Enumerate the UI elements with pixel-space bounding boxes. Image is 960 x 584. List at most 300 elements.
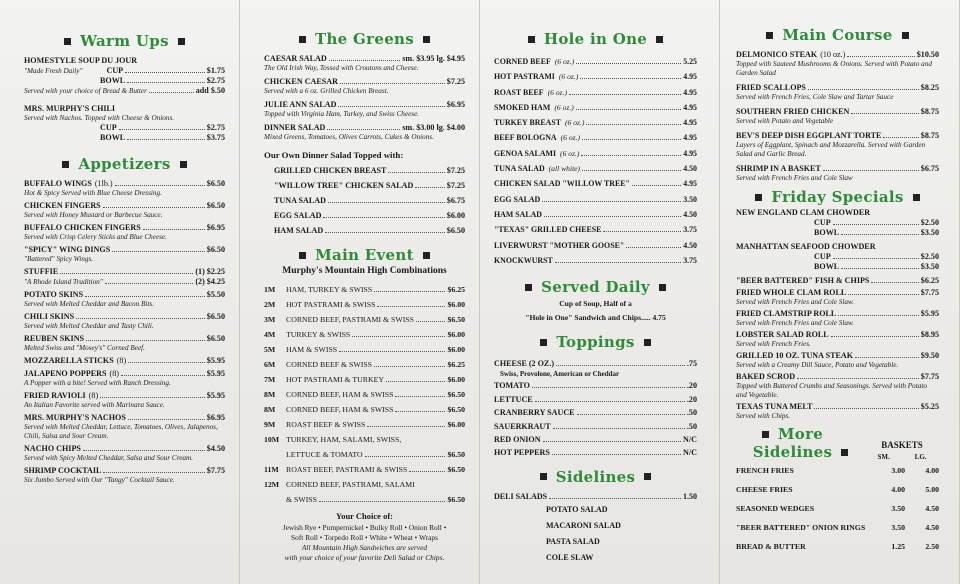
combo-item [264,387,465,402]
item-note: (1lb.) [94,179,113,188]
item-name: TOMATO [494,381,530,391]
item-name: RED ONION [494,434,541,444]
item-price: $5.95 [206,369,225,378]
square-bullet-icon [902,32,909,39]
combo-item [264,372,465,387]
item-price: $7.75 [920,288,939,297]
item-price: $6.50 [206,312,225,321]
item-price: $8.75 [920,131,939,140]
item-price: $10.50 [916,50,939,59]
combo-item-11: 11M ROAST BEEF, PASTRAMI & SWISS $6.50 [264,465,465,474]
item-name: SOUTHERN FRIED CHICKEN [736,107,850,116]
chowder-1: NEW ENGLAND CLAM CHOWDER CUP $2.50 BOWL $3.50 [736,208,939,237]
square-bullet-icon [659,284,666,291]
menu-item [494,69,697,84]
combo-item [264,327,465,342]
item-row [736,330,939,340]
table-row [736,518,939,537]
item-row [736,372,939,382]
item-price: $6.50 [206,245,225,254]
item-price: N/C [683,434,697,444]
item-row [264,100,465,110]
item-price: 4.95 [683,179,697,189]
item-row [494,446,697,459]
menu-item [494,130,697,145]
item-price: $6.25 [447,360,465,369]
more-sidelines-title-1: More [777,425,824,443]
item-name: FRIED RAVIOLI [24,391,86,400]
item-row [264,178,465,193]
main-course-header [736,26,939,44]
menu-item [494,222,697,237]
item-price: $7.75 [206,466,225,475]
item-name: TEXAS TUNA MELT [736,402,813,411]
item-desc: Served with Nachos. Topped with Cheese & Onions. [24,114,175,122]
square-bullet-icon [540,339,547,346]
chowder-2: MANHATTAN SEAFOOD CHOWDER CUP $2.50 BOWL $3.50 [736,242,939,271]
item-row [24,369,225,379]
item-row [24,356,225,366]
item-desc: The Old Irish Way, Tossed with Croutons and Cheese. [264,64,419,72]
square-bullet-icon [62,161,69,168]
menu-item [24,413,225,441]
item-price: $8.75 [920,107,939,116]
item-price: 4.95 [683,148,697,158]
item-name: SAUERKRAUT [494,421,551,431]
dinner-toppers-list [264,163,465,238]
warm-ups-header [24,32,225,50]
item-note: (6 oz.) [560,133,581,143]
friday-title: Friday Specials [771,188,904,206]
combo-item-10: 10M TURKEY, HAM, SALAMI, SWISS, LETTUCE & TOMATO $6.50 [264,435,465,459]
item-name: CHILI SKINS [24,312,75,321]
item-price: (1) $2.25 [195,267,225,276]
menu-item [24,245,225,264]
panel-2 [240,0,480,584]
item-desc: Served with French Fries, Cole Slaw and Tartar Sauce [736,93,894,101]
item-name: POTATO SKINS [24,290,84,299]
menu-item [494,146,697,161]
item-desc: Served with a Creamy Dill Sauce, Potato and Vegetable. [736,361,899,369]
item-name: SHRIMP COCKTAIL [24,466,102,475]
menu-item [494,115,697,130]
item-row [24,334,225,344]
item-desc: An Italian Favorite served with Marinara Sauce. [24,401,165,409]
item-note: (6 oz.) [560,148,580,158]
combo-code: 7M [264,375,276,384]
item-name: CORNED BEEF [494,57,551,66]
item-price: $6.95 [206,413,225,422]
item-row [24,201,225,211]
item-name: GRILLED 10 OZ. TUNA STEAK [736,351,854,360]
baskets-label: BASKETS [881,440,923,450]
combo-item [264,402,465,417]
item-desc: Served with French Fries. [736,340,811,348]
item-price: $5.95 [920,309,939,318]
item-row [736,131,939,141]
menu-item-soup [24,56,225,96]
item-name: TURKEY & SWISS [286,330,351,339]
combo-item [264,297,465,312]
item-name: MOZZARELLA STICKS [24,356,114,365]
item-desc: Served with your choice of Bread & Butter [24,87,147,95]
item-row [24,290,225,300]
item-price: 4.50 [683,164,697,174]
menu-item [24,179,225,198]
price-lg: 4.00 [925,466,939,475]
square-bullet-icon [64,38,71,45]
item-row [24,391,225,401]
square-bullet-icon [178,38,185,45]
item-name: HOT PASTRAMI & TURKEY [286,375,384,384]
size-label: CUP [106,66,124,75]
item-price: N/C [683,448,697,458]
item-name: CHICKEN CAESAR [264,77,338,86]
item-name: HOMESTYLE SOUP DU JOUR [24,56,138,65]
menu-item [264,77,465,96]
combo-code: 9M [264,420,276,429]
item-row [24,466,225,476]
item-price: $5.95 [206,391,225,400]
item-price: 3.75 [683,225,697,235]
item-price: $6.50 [206,334,225,343]
item-price: $6.50 [447,405,465,414]
square-bullet-icon [644,339,651,346]
item-price: .20 [686,381,697,391]
item-note: (8) [116,356,127,365]
item-desc: Served with Spicy Melted Cheddar, Salsa and Sour Cream. [24,454,194,462]
item-note: (10 oz.) [820,50,846,59]
item-name: EGG SALAD [494,194,541,204]
square-bullet-icon [299,252,306,259]
main-course-list [736,50,939,183]
price-sm: 1.25 [891,542,905,551]
item-name: SMOKED HAM [494,102,551,112]
item-price: 4.95 [683,133,697,143]
square-bullet-icon [656,36,663,43]
item-desc: Served with French Fries and Cole Slaw. [736,298,854,306]
item-note: (8) [88,391,99,400]
item-name: "BEER BATTERED" ONION RINGS [736,523,866,532]
item-name: FRIED SCALLOPS [736,83,806,92]
menu-item [736,276,939,286]
menu-item [736,330,939,349]
menu-item [736,288,939,307]
combo-code: 5M [264,345,276,354]
friday-list [736,276,939,421]
item-price: $2.75 [206,123,225,132]
main-course-title: Main Course [782,26,893,44]
item-row [264,193,465,208]
item-price: $7.25 [446,166,465,175]
item-name: BEV'S DEEP DISH EGGPLANT TORTE [736,131,882,140]
lg-label: LG. [914,453,927,461]
price-lg: 4.50 [925,523,939,532]
item-price: $6.95 [206,223,225,232]
dinner-salad-heading: Our Own Dinner Salad Topped with: [264,150,404,160]
item-price: $1.75 [206,66,225,75]
square-bullet-icon [766,32,773,39]
table-row [736,461,939,480]
item-desc: Served with Chips. [736,412,791,420]
deli-salads-list [494,502,697,566]
menu-item [264,54,465,73]
item-price: $9.50 [920,351,939,360]
item-name: NACHO CHIPS [24,444,81,453]
menu-item [494,238,697,253]
square-bullet-icon [423,36,430,43]
friday-header [736,188,939,206]
item-desc: Melted Swiss and "Mosey's" Corned Beef. [24,344,145,352]
item-price: .50 [686,408,697,418]
item-price: $4.50 [206,444,225,453]
item-price: $7.25 [446,77,465,86]
item-desc: Mixed Greens, Tomatoes, Olives Carrots, Cukes & Onions. [264,133,434,141]
item-name: HAM & SWISS [286,345,338,354]
item-row [24,245,225,255]
sidelines-header [494,468,697,486]
appetizers-header [24,155,225,173]
item-row [264,123,465,133]
square-bullet-icon [762,431,769,438]
item-name: "SPICY" WING DINGS [24,245,111,254]
item-name: REUBEN SKINS [24,334,85,343]
toppings-list: CHEESE (2 OZ.) .75 Swiss, Provolone, American or Cheddar TOMATO .20 LETTUCE .20 CRANBERRY SAUCE .50 SAUERKRAUT .50 RED ONION N/C HOT PEPPERS N/C [494,357,697,460]
item-desc: Served with Potato and Vegetable [736,117,834,125]
menu-item [736,50,939,78]
square-bullet-icon [528,36,535,43]
item-row [736,309,939,319]
item-row [736,351,939,361]
item-price: $5.25 [920,402,939,411]
item-row [264,77,465,87]
item-price: 4.95 [683,87,697,97]
square-bullet-icon [180,161,187,168]
item-note: (all white) [548,164,581,174]
item-row [24,444,225,454]
item-row [736,288,939,298]
price-lg: 5.00 [925,485,939,494]
item-row [494,393,697,406]
item-row [24,223,225,233]
item-row [494,379,697,392]
item-name: JALAPENO POPPERS [24,369,107,378]
item-price: $5.50 [206,290,225,299]
item-name: BUFFALO CHICKEN FINGERS [24,223,141,232]
item-name: "BEER BATTERED" FISH & CHIPS [736,276,870,285]
square-bullet-icon [299,36,306,43]
table-row [736,499,939,518]
item-row [494,433,697,446]
menu-item [736,164,939,183]
combo-code: 8M [264,405,276,414]
item-name: CHICKEN FINGERS [24,201,101,210]
item-name: SEASONED WEDGES [736,504,815,513]
item-price: .20 [686,394,697,404]
more-sidelines-title-2: Sidelines [752,443,833,461]
item-desc: A Popper with a bite! Served with Ranch Dressing. [24,379,171,387]
item-desc: "Battered" Spicy Wings. [24,255,94,263]
item-note: (6 oz.) [547,87,568,97]
menu-item [24,334,225,353]
combo-item [264,312,465,327]
hole-in-one-title: Hole in One [543,30,648,48]
item-name: MRS. MURPHY'S NACHOS [24,413,126,422]
menu-item [494,207,697,222]
item-desc: Served with Honey Mustard or Barbecue Sauce. [24,211,163,219]
item-row [264,163,465,178]
item-note: (6 oz.) [565,118,585,128]
toppings-header [494,333,697,351]
table-row [736,480,939,499]
item-desc: "A Rhode Island Tradition" [24,278,103,286]
price-lg: 4.50 [925,504,939,513]
item-name: CORNED BEEF, HAM & SWISS [286,390,394,399]
menu-item [24,444,225,463]
panel-3 [480,0,720,584]
combo-item [264,417,465,432]
sidelines-title: Sidelines [555,467,636,486]
item-name: GRILLED CHICKEN BREAST [274,166,387,175]
hole-in-one-header [494,30,697,48]
menu-item [494,192,697,207]
item-row [494,406,697,419]
price-lg: 2.50 [925,542,939,551]
item-desc: Served with French Fries and Cole Slaw. [736,319,854,327]
menu-item [24,466,225,485]
item-price: $6.50 [447,315,465,324]
item-price: (2) $4.25 [195,277,225,286]
item-desc: Topped with Sauteed Mushrooms & Onions. Served with Potato and Garden Salad [736,60,932,77]
toppings-title: Toppings [556,333,635,352]
item-name: LETTUCE [494,394,533,404]
menu-item [736,372,939,400]
item-name: HAM SALAD [494,209,543,219]
menu-item [494,176,697,191]
item-row [264,223,465,238]
square-bullet-icon [644,473,651,480]
item-name: DELMONICO STEAK [736,50,818,59]
menu-item [736,309,939,328]
menu-item [24,290,225,309]
item-note: (6 oz.) [554,57,575,66]
item-price: $6.00 [447,375,465,384]
item-name: TUNA SALAD [274,196,326,205]
combo-code: 6M [264,360,276,369]
item-desc: Layers of Eggplant, Spinach and Mozzarella. Served with Garden Salad and Garlic Bread. [736,141,926,158]
item-price: 3.50 [683,194,697,204]
size-label: BOWL [100,76,126,85]
item-row [736,276,939,286]
item-name: ROAST BEEF [494,87,544,97]
item-name: FRENCH FRIES [736,466,794,475]
item-price: 4.95 [683,72,697,82]
served-daily-line2: "Hole in One" Sandwich and Chips..... 4.75 [525,313,666,323]
main-event-title: Main Event [315,246,414,264]
item-name: DINNER SALAD [264,123,326,132]
item-name: BAKED SCROD [736,372,796,381]
item-price: $7.25 [446,181,465,190]
item-price: $6.25 [447,285,465,294]
item-name: "TEXAS" GRILLED CHEESE [494,225,602,235]
item-row [736,107,939,117]
choice-title: Your Choice of: [336,511,393,521]
item-price: 4.95 [683,118,697,128]
item-price: 5.25 [683,57,697,66]
item-price: sm. $3.00 lg. $4.00 [402,123,465,132]
menu-item [24,312,225,331]
item-desc: Served with French Fries and Cole Slaw [736,174,853,182]
item-note: (6 oz.) [558,72,579,82]
item-row [264,208,465,223]
square-bullet-icon [540,473,547,480]
combo-list [264,282,465,432]
item-price: $6.50 [447,390,465,399]
item-name: CORNED BEEF & SWISS [286,360,372,369]
item-desc: Hot & Spicy Served with Blue Cheese Dressing. [24,189,162,197]
item-price: .50 [686,421,697,431]
appetizers-title: Appetizers [78,155,171,173]
item-price: $6.00 [447,330,465,339]
item-name: CORNED BEEF, HAM & SWISS [286,405,394,414]
item-name: HAM SALAD [274,226,324,235]
item-name: HOT PASTRAMI & SWISS [286,300,376,309]
item-price: $6.25 [920,276,939,285]
item-name: MRS. MURPHY'S CHILI [24,104,116,113]
menu-item [494,54,697,69]
item-name: JULIE ANN SALAD [264,100,337,109]
menu-item [264,123,465,142]
item-name: GENOA SALAMI [494,148,557,158]
item-name: STUFFIE [24,267,59,276]
menu-item [24,391,225,410]
item-row [24,277,225,287]
menu-item [494,100,697,115]
menu-item [24,267,225,287]
warm-ups-title: Warm Ups [80,32,169,50]
item-price: $6.50 [206,201,225,210]
item-name: TURKEY BREAST [494,118,562,128]
item-row [24,179,225,189]
item-name: HOT PASTRAMI [494,72,555,82]
item-name: FRIED CLAMSTRIP ROLL [736,309,837,318]
combo-item [264,357,465,372]
item-name: "WILLOW TREE" CHICKEN SALAD [274,181,414,190]
item-price: $3.75 [206,133,225,142]
item-price: $6.95 [446,100,465,109]
item-desc: Served with Melted Cheddar and Bacon Bits. [24,300,154,308]
price-sm: 3.50 [891,523,905,532]
item-price: $2.75 [206,76,225,85]
item-note: (6 oz.) [554,102,574,112]
combo-code: 3M [264,315,276,324]
item-price: $6.75 [446,196,465,205]
menu-item-chili [24,104,225,143]
item-price: $5.95 [206,356,225,365]
square-bullet-icon [755,194,762,201]
price-sm: 4.00 [891,485,905,494]
item-row [736,164,939,174]
item-price: $6.00 [447,420,465,429]
hole-in-one-list [494,54,697,268]
item-name: CHICKEN SALAD "WILLOW TREE" [494,179,630,189]
bread-choice: Your Choice of: Jewish Rye • Pumpernickel • Bulky Roll • Onion Roll • Soft Roll • Torpedo Roll • White • Wheat • Wraps All Mountain High Sandwiches are served with your choice of your favorite Deli Salad or Chips. [264,511,465,563]
item-name: CHEESE FRIES [736,485,793,494]
item-price: $7.75 [920,372,939,381]
item-name: BREAD & BUTTER [736,542,806,551]
panel-4 [720,0,960,584]
menu-item [736,83,939,102]
